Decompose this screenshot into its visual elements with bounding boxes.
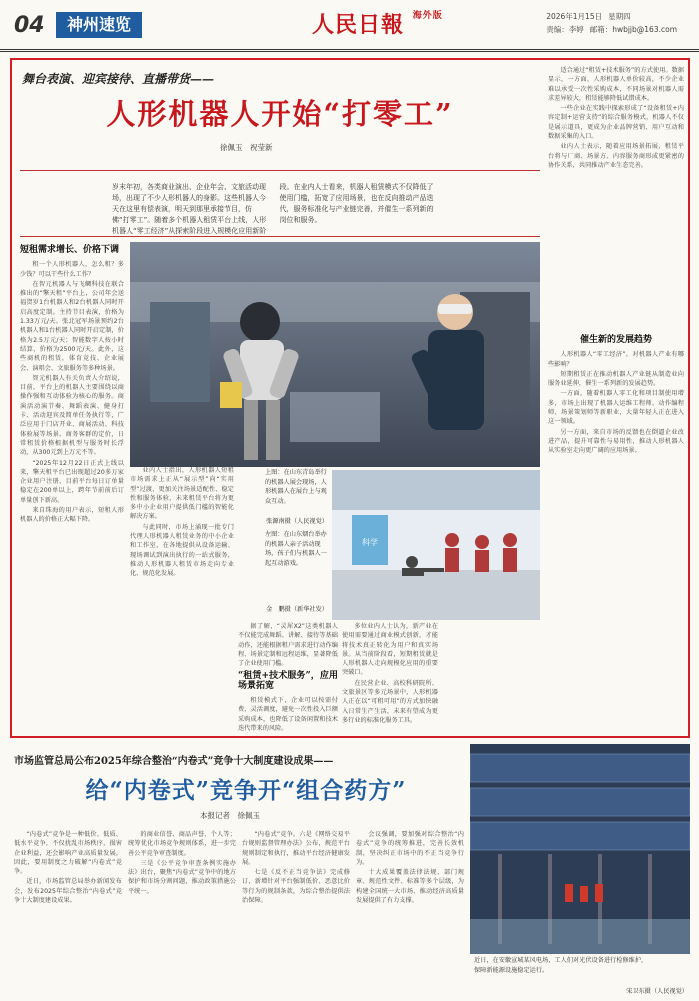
paragraph: 在民营企业、高校科研院所、文旅景区等多元场景中，人形机器人正在以“可租可用”的方式加快融入日常生产生活，未来有望成为更多行业的标准化服务工具。 [342,679,438,724]
bottom-photo-caption: 近日，在安徽宣城某风电场，工人们对光伏设备进行检修维护，保障新能源设施稳定运行。 [474,957,648,974]
paragraph: 业内人士指出，人形机器人短租市场需求上正从“展示型”向“实用型”过渡，更加关注场景适配性、稳定性和服务体验，未来租赁平台将为更多中小企业用户提供低门槛的智能化解决方案。 [130,466,234,521]
feature-right-column [548,66,684,336]
paragraph: “内卷式”竞争是一种低价、低质、低水平竞争，不仅扰乱市场秩序，损害企业利益，还会影响产业高质量发展。因此，要用制度之力破解“内卷式”竞争。 [14,831,122,876]
kids-photo-illustration [332,470,540,620]
divider [20,236,540,237]
paragraph: 租赁模式下，企业可以按需付费、灵活调度，避免一次性投入巨额采购成本，也降低了设备闲置和技术迭代带来的风险。 [238,697,338,732]
paragraph: 多位业内人士认为，新产业在使用需要通过商业模式创新，才能将技术真正转化为用户和真实场景。从当前阶段看，短期租赁就是人形机器人走向规模化应用的重要突破口。 [342,623,438,677]
paragraph: 的商业信誉、商品声誉、个人等；统筹优化市场竞争规则体系，进一步完善公平竞争审查制度。 [128,831,236,857]
photo-robot-kids [332,470,540,620]
editor-email: 邮箱：hwbjjb@163.com [589,25,677,34]
paragraph: 一方面，随着机器人零工化和项目制使用增多，市场上出现了机器人运维工程师、动作编程师、场景策划师等新职业，大量年轻人正在进入这一领域。 [548,390,684,426]
paragraph: “内卷式”竞争。六是《网络交易平台规则监督管理办法》公布，规范平台规则制定和执行，推动平台经济健康发展。 [242,831,350,866]
paragraph: 与此同时，市场上涌现一批专门代理人形机器人租赁业务的中小企业和工作室，在各地提供从设备运输、现场调试到演出执行的一站式服务，推动人形机器人租赁市场走向专业化、规范化发展。 [130,523,234,578]
page-number: 04 [14,13,45,38]
paragraph: 租一个人形机器人，怎么租？多少钱？可以干些什么工作？ [20,261,124,278]
paragraph: 近日，市场监管总局举办新闻发布会，发布2025年综合整治“内卷式”竞争十大制度建设成果。 [14,878,122,905]
subhead: 短租需求增长、价格下调 [20,245,120,255]
bottom-column-2 [128,830,236,996]
page-meta [546,10,683,36]
paragraph: 来自珠海的用户表示，短租人形机器人的价格正大幅下降。 [20,507,124,524]
editor: 责编：李婷 [546,25,584,34]
page-header [0,0,699,52]
photo1-caption: 上图：在山东青岛举行的机器人展会现场，人形机器人在展台上与观众互动。 [265,469,327,505]
paragraph: 在智元机器人与飞鲷科技在联合推出的“擎天租”平台上，公司年会送福贺岁1台机器人和2台机器人同时开启高度定制。主持节目表演，价格为1.33万元/天。张北冠军场景预约2台机器人和1台机器人同时开启定制，价格为2.5万元/天；智能数字人按小时结算，价格为2500元/天。此外，这些商机的租赁，体育竞技、企业展会、演唱会、文旅服务等多种场景。 [20,280,124,372]
divider [20,170,540,171]
paragraph: 适合通过“租赁+技术服务”的方式使用。数据显示，一方面，人形机器人单价较高，不少企业难以承受一次性采购成本，不同场景对机器人需求差异较大，租赁能够降低试错成本。 [548,67,684,102]
bottom-column-3 [242,830,350,996]
bottom-column-1 [14,830,122,996]
feature-headline: 人形机器人开始“打零工” [106,97,454,131]
bottom-kicker: 市场监管总局公布2025年综合整治“内卷式”竞争十大制度建设成果—— [14,756,334,767]
solar-photo-illustration [470,744,690,954]
bottom-byline: 本报记者 徐佩玉 [200,811,260,820]
feature-byline: 徐佩玉 祝莹新 [220,143,273,152]
paragraph: 据了解，“灵犀X2”这类机器人不仅能完成舞蹈、讲解、接待等基础动作，还能根据租户需求进行动作编程、场景定制和远程运维，显著降低了企业使用门槛。 [238,623,338,668]
paragraph: 另一方面，来自市场的反馈也在倒逼企业改进产品，提升可靠性与易用性，推动人形机器人从实验室走向更广阔的应用场景。 [548,428,684,455]
photo1-credit: 张源南摄（人民视觉） [266,518,328,525]
masthead-logo [312,8,443,39]
paragraph: 三是《公平竞争审查条例实施办法》出台，聚焦“内卷式”竞争中的地方保护和市场分割问题，推动政策措施公平统一。 [128,859,236,895]
paragraph: 短期租赁正在推动机器人产业链从制造业向服务业延伸，催生一系列新的发展趋势。 [548,370,684,388]
paragraph: 业内人士表示，随着应用场景拓展，租赁平台将与厂商、场景方、内容服务商形成更紧密的协作关系，共同推动产业生态完善。 [548,143,684,169]
robot-photo-illustration [130,242,540,467]
photo2-caption: 左图：在山东烟台举办的机器人亲子活动现场，孩子们与机器人一起互动游戏。 [265,531,327,567]
feature-kicker: 舞台表演、迎宾接待、直播带货—— [22,72,215,86]
masthead-sub: 海外版 [412,11,443,21]
svg-text:科学: 科学 [362,538,378,547]
feature-column-4 [342,622,438,732]
paragraph: 一些企业在实践中探索形成了“设备租赁+内容定制+运营支持”的综合服务模式，机器人不仅是展示道具，更成为企业品牌营销、用户互动和数据采集的入口。 [548,105,684,141]
feature-right-column-2 [548,332,684,732]
photo-solar-workers [470,744,690,954]
bottom-column-4 [356,830,464,996]
bottom-photo-credit: 宋卫东摄（人民视觉） [626,988,688,995]
paragraph: “2025年12月22日正式上线以来，擎天租平台已出现超过20多万家企业用户注册，目前平台每日订单量稳定在200单以上，跨年节前前后订单量创下新高。 [20,459,124,504]
feature-column-3 [238,622,338,732]
paragraph: 人形机器人“零工经济”，对机器人产业有哪些影响？ [548,351,684,368]
feature-column-1 [20,242,124,732]
subhead: 催生新的发展趋势 [579,335,652,345]
paragraph: 十大成果覆盖法律法规、部门规章、规范性文件、标准等多个层级，为构建全国统一大市场、推动经济高质量发展提供了有力支撑。 [356,869,464,905]
feature-lead: 岁末年初，各类商业演出、企业年会、文旅活动现场，出现了不少人形机器人的身影。这些机器人今天在这里有偿表演，明天到那里承接节目，仿佛“打零工”。随着多个机器人租赁平台上线，人形机器人“零工经济”从探索阶段进入规模化应用新阶段。在业内人士看来，机器人租赁模式不仅降低了使用门槛，拓宽了应用场景，也在反向推动产品迭代，服务标准化与产业链完善，并催生一系列新的岗位和服务。 [112,183,434,235]
paragraph: 会议强调，要加强对综合整治“内卷式”竞争的统筹推进，完善长效机制，坚决纠正市场中的不正当竞争行为。 [356,831,464,866]
bottom-headline: 给“内卷式”竞争开“组合药方” [85,777,407,804]
photo2-credit: 金 鹏摄（新华社发） [266,606,328,613]
subhead: “租赁+技术服务”，应用场景拓宽 [238,671,338,691]
paragraph: 七是《反不正当竞争法》完成修订，新增针对平台强制低价、恶意比价等行为的规制条款，为综合整治提供法治保障。 [242,869,350,905]
photo-robot-exhibition [130,242,540,467]
masthead-title: 人民日報 [312,12,405,38]
section-tag: 神州速览 [56,12,142,38]
paragraph: 智元机器人有关负责人介绍说，目前，平台上的机器人主要围绕以商操作强和互动体验为核心的服务。商演活动演节奏、舞蹈表演、健身打卡、活动迎宾及简单任务执行等，广泛应用于门店开业、商展活动、科技体验展等场景。商务客群的定价，日常租赁价格根据机型与服务时长浮动，从300元到上万元不等。 [20,374,124,457]
issue-date: 2026年1月15日 [546,12,603,21]
issue-weekday: 星期四 [608,12,631,21]
